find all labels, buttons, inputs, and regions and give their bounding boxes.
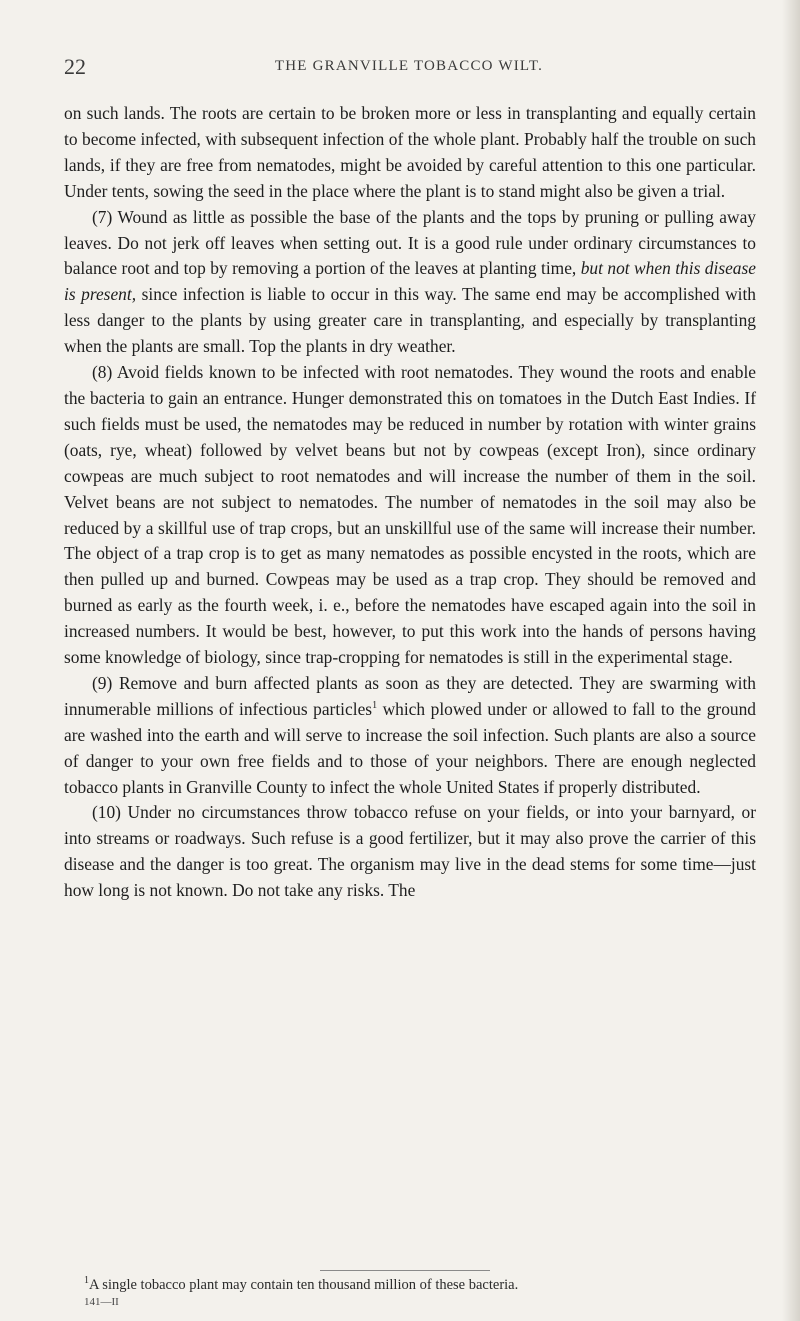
paragraph-7-text-end: since infection is liable to occur in this way. The same end may be accomplished with less danger to the plants by using greater care in transplanting, and especially by transplanting when the plants are small. Top the plants in dry weather. xyxy=(64,284,756,357)
footnote-reference: 1 xyxy=(372,700,378,712)
paragraph-7-text: (7) Wound as little as possible the base of the plants and the tops by pruning or pulling away leaves. Do not jerk off leaves when setting out. It is a good rule under ordinary circumstances to balance root and top by removing a portion of the leaves at planting time, xyxy=(64,206,756,279)
paragraph-7 xyxy=(64,205,756,360)
footnote xyxy=(84,1276,754,1294)
footnote-marker: 1 xyxy=(84,1275,89,1287)
paragraph-9 xyxy=(64,671,756,801)
printer-signature: 141—II xyxy=(84,1296,119,1308)
paragraph-7-emphasis: but not when this disease is present, xyxy=(64,258,756,305)
page-number: 22 xyxy=(64,54,86,79)
paragraph-10: (10) Under no circumstances throw tobacco refuse on your fields, or into your barnyard, or into streams or roadways. Such refuse is a good fertilizer, but it may also prove the carrier of this disease and the danger is too great. The organism may live in the dead stems for some time—just how long is not known. Do not take any risks. The xyxy=(64,802,756,901)
page-header xyxy=(64,54,754,82)
paragraph-9-text: (9) Remove and burn affected plants as soon as they are detected. They are swarming with innumerable millions of infectious particles xyxy=(64,672,756,719)
body-text xyxy=(64,101,756,904)
paragraph-continuation: on such lands. The roots are certain to be broken more or less in transplanting and equally certain to become infected, with subsequent infection of the whole plant. Probably half the trouble on such lands, if they are free from nematodes, might be avoided by careful attention to this one particular. Under tents, sowing the seed in the place where the plant is to stand might also be given a trial. xyxy=(64,103,756,201)
page-edge-shadow xyxy=(782,0,800,1321)
footnote-text: A single tobacco plant may contain ten thousand million of these bacteria. xyxy=(89,1277,519,1293)
paragraph-8: (8) Avoid fields known to be infected with root nematodes. They wound the roots and enable the bacteria to gain an entrance. Hunger demonstrated this on tomatoes in the Dutch East Indies. If such fields must be used, the nematodes may be reduced in number by rotation with winter grains (oats, rye, wheat) followed by velvet beans but not by cowpeas (except Iron), since ordinary cowpeas are much subject to root nematodes and will increase the number of them in the soil. Velvet beans are not subject to nematodes. The number of nematodes in the soil may also be reduced by a skillful use of trap crops, but an unskillful use of the same will increase their number. The object of a trap crop is to get as many nematodes as possible encysted in the roots, which are then pulled up and burned. Cowpeas may be used as a trap crop. They should be removed and burned as early as the fourth week, i. e., before the nematodes have escaped again into the soil in increased numbers. It would be best, however, to put this work into the hands of persons having some knowledge of biology, since trap-cropping for nematodes is still in the experimental stage. xyxy=(64,362,756,668)
running-head: THE GRANVILLE TOBACCO WILT. xyxy=(274,58,544,74)
paragraph-9-text-end: which plowed under or allowed to fall to the ground are washed into the earth and will serve to increase the soil infection. Such plants are also a source of danger to your own free fields and to those of your neighbors. There are enough neglected tobacco plants in Granville County to infect the whole United States if properly distributed. xyxy=(64,698,757,797)
footnote-divider xyxy=(320,1270,490,1271)
